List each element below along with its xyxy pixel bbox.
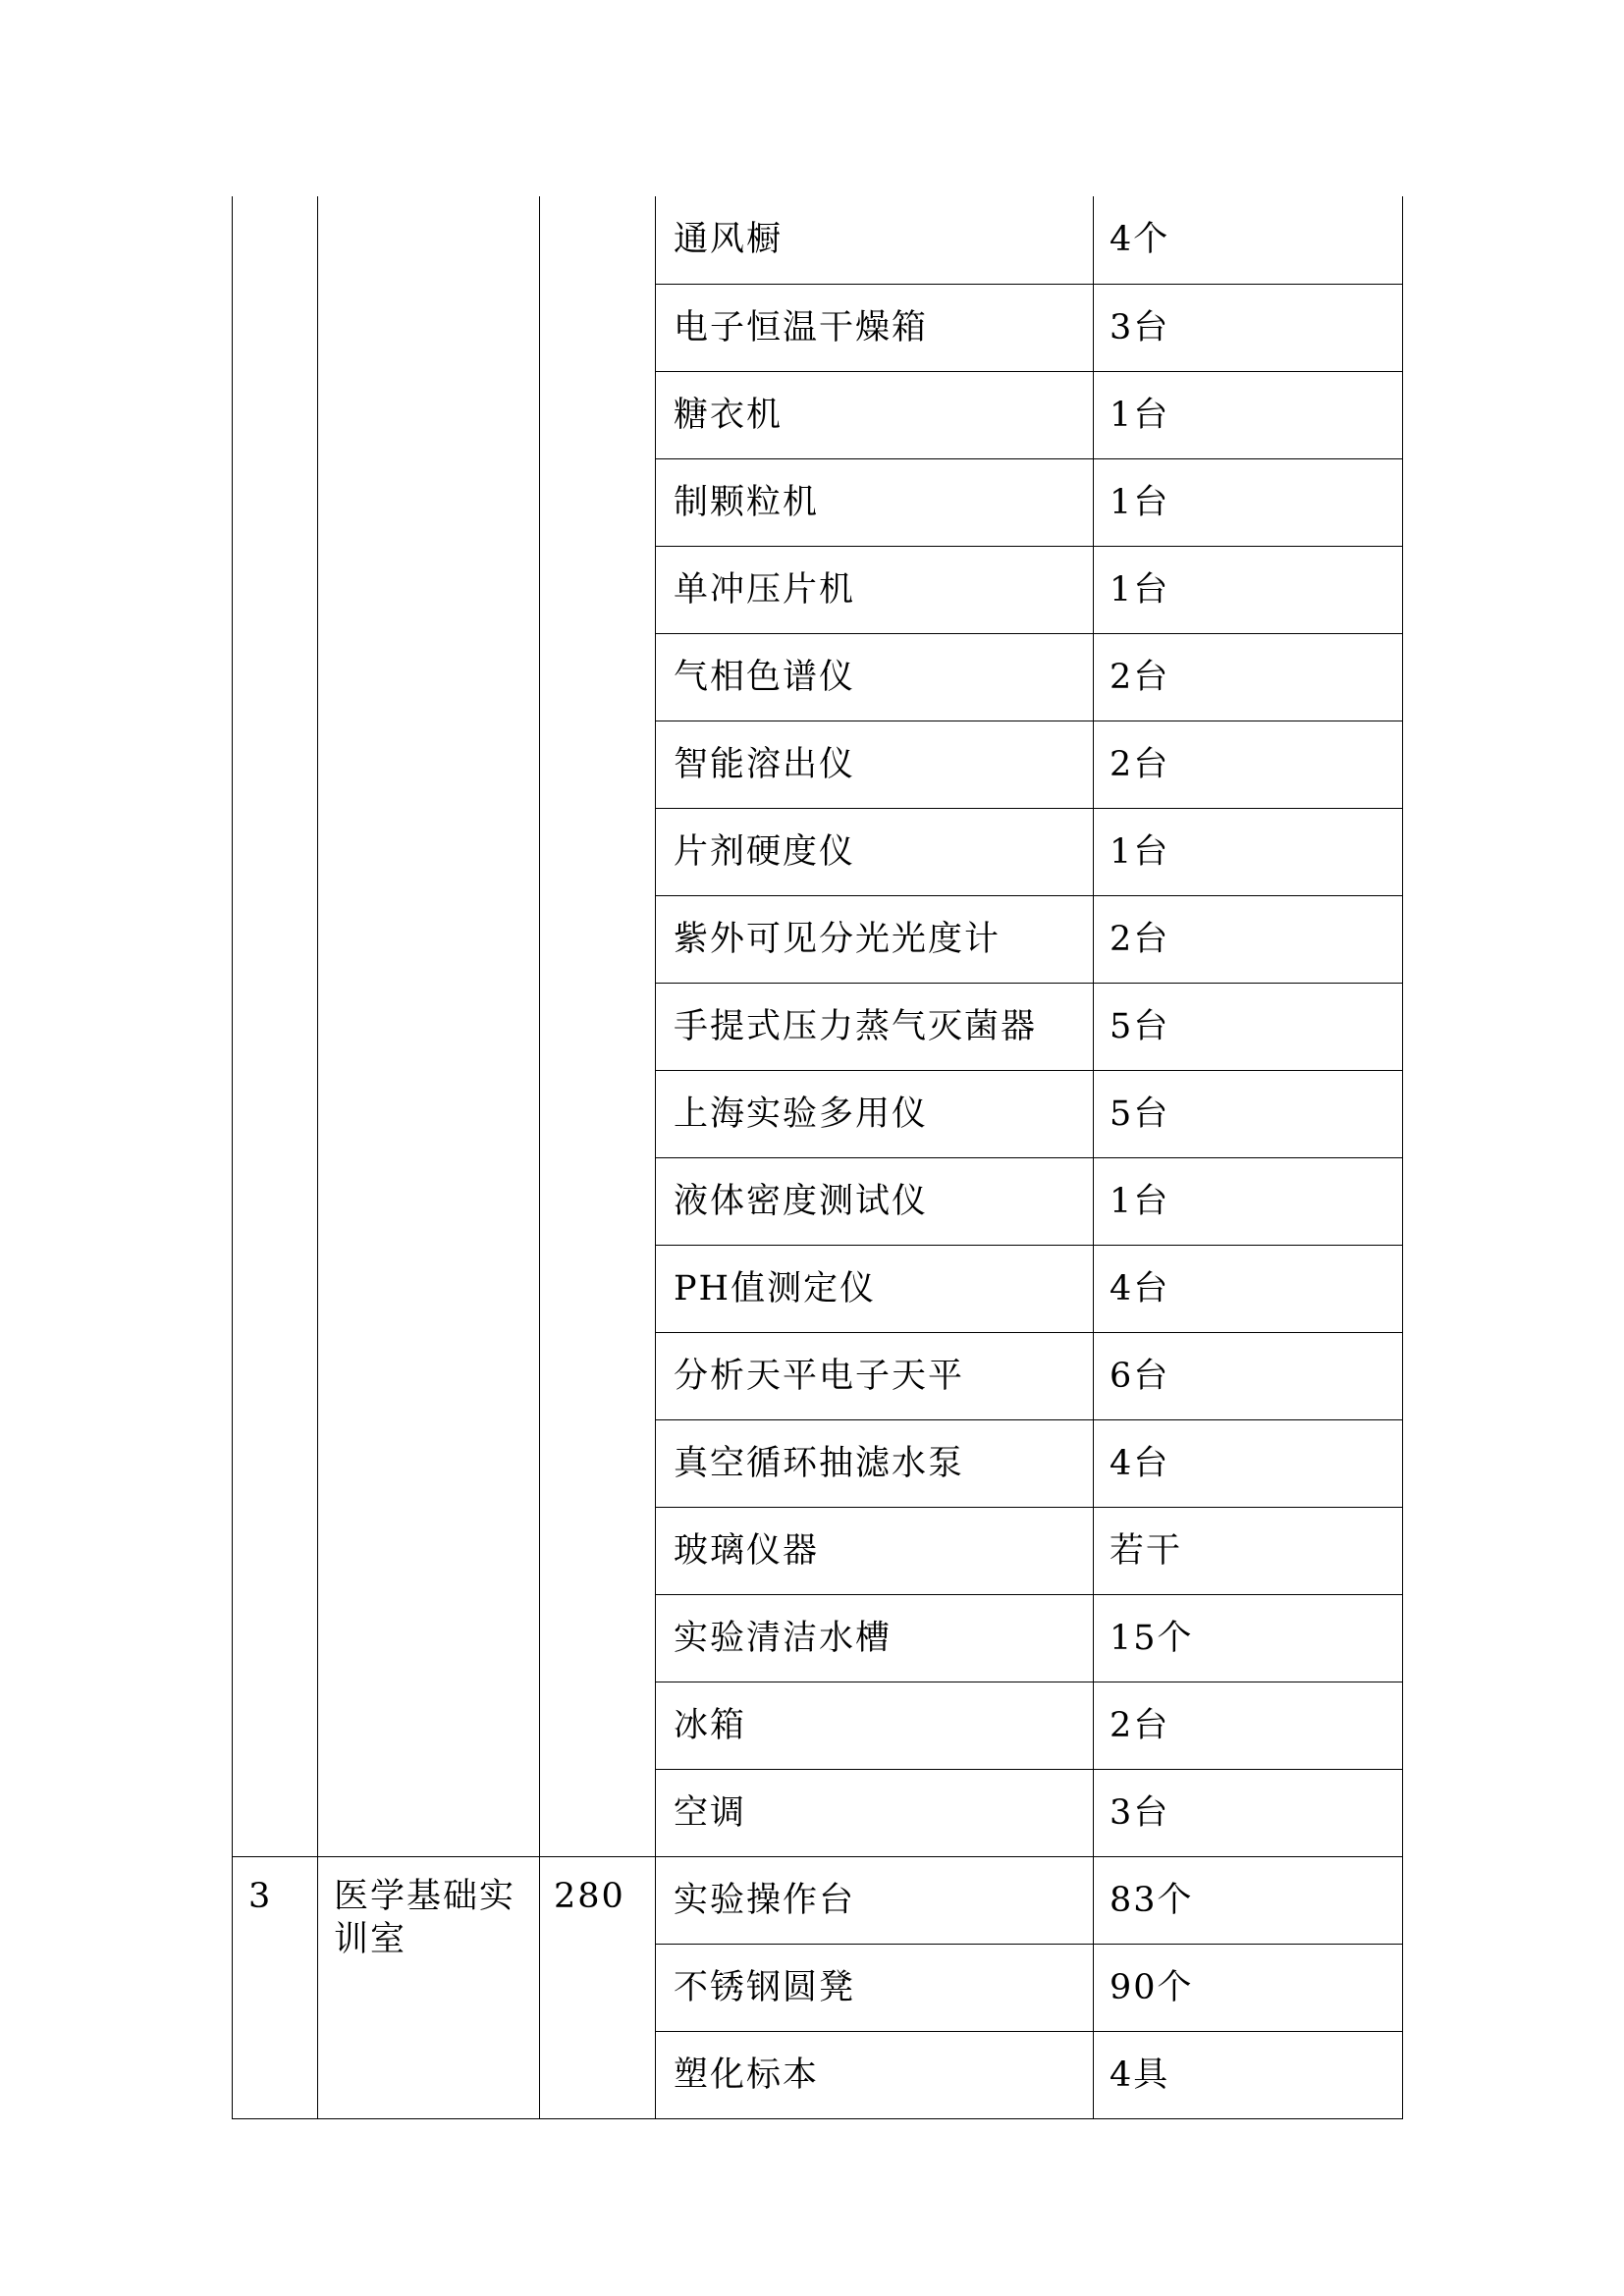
table-row (233, 1856, 1403, 1944)
equipment-quantity-cell: 4具 (1094, 2031, 1403, 2118)
equipment-name-cell: 实验操作台 (656, 1856, 1094, 1944)
equipment-quantity-cell: 2台 (1094, 721, 1403, 808)
equipment-name-cell: 通风橱 (656, 196, 1094, 284)
equipment-name-cell: 真空循环抽滤水泵 (656, 1419, 1094, 1507)
equipment-quantity-cell: 3台 (1094, 284, 1403, 371)
room-area-cell (540, 196, 656, 1856)
equipment-quantity-cell: 2台 (1094, 633, 1403, 721)
equipment-table-body (233, 196, 1403, 2118)
equipment-quantity-cell: 1台 (1094, 546, 1403, 633)
equipment-name-cell: 智能溶出仪 (656, 721, 1094, 808)
room-number-cell: 3 (233, 1856, 318, 2118)
equipment-quantity-cell: 1台 (1094, 808, 1403, 895)
table-row (233, 196, 1403, 284)
equipment-quantity-cell: 83个 (1094, 1856, 1403, 1944)
equipment-name-cell: 手提式压力蒸气灭菌器 (656, 983, 1094, 1070)
equipment-quantity-cell: 若干 (1094, 1507, 1403, 1594)
equipment-quantity-cell: 6台 (1094, 1332, 1403, 1419)
equipment-quantity-cell: 5台 (1094, 983, 1403, 1070)
room-name-cell (318, 196, 540, 1856)
room-number-cell (233, 196, 318, 1856)
equipment-name-cell: 液体密度测试仪 (656, 1157, 1094, 1245)
room-area-cell: 280 (540, 1856, 656, 2118)
equipment-name-cell: 玻璃仪器 (656, 1507, 1094, 1594)
equipment-quantity-cell: 2台 (1094, 895, 1403, 983)
equipment-quantity-cell: 4个 (1094, 196, 1403, 284)
equipment-name-cell: 片剂硬度仪 (656, 808, 1094, 895)
equipment-quantity-cell: 5台 (1094, 1070, 1403, 1157)
equipment-name-cell: 塑化标本 (656, 2031, 1094, 2118)
equipment-name-cell: 电子恒温干燥箱 (656, 284, 1094, 371)
equipment-name-cell: 分析天平电子天平 (656, 1332, 1094, 1419)
equipment-quantity-cell: 4台 (1094, 1245, 1403, 1332)
equipment-quantity-cell: 3台 (1094, 1769, 1403, 1856)
equipment-name-cell: 单冲压片机 (656, 546, 1094, 633)
equipment-quantity-cell: 15个 (1094, 1594, 1403, 1682)
equipment-quantity-cell: 90个 (1094, 1944, 1403, 2031)
equipment-name-cell: 紫外可见分光光度计 (656, 895, 1094, 983)
equipment-name-cell: PH值测定仪 (656, 1245, 1094, 1332)
equipment-name-cell: 冰箱 (656, 1682, 1094, 1769)
equipment-name-cell: 空调 (656, 1769, 1094, 1856)
equipment-name-cell: 气相色谱仪 (656, 633, 1094, 721)
equipment-quantity-cell: 1台 (1094, 458, 1403, 546)
equipment-name-cell: 实验清洁水槽 (656, 1594, 1094, 1682)
equipment-name-cell: 糖衣机 (656, 371, 1094, 458)
equipment-name-cell: 上海实验多用仪 (656, 1070, 1094, 1157)
room-name-cell: 医学基础实训室 (318, 1856, 540, 2118)
equipment-table (232, 196, 1403, 2119)
equipment-quantity-cell: 1台 (1094, 1157, 1403, 1245)
equipment-quantity-cell: 4台 (1094, 1419, 1403, 1507)
equipment-quantity-cell: 1台 (1094, 371, 1403, 458)
equipment-name-cell: 制颗粒机 (656, 458, 1094, 546)
equipment-quantity-cell: 2台 (1094, 1682, 1403, 1769)
equipment-name-cell: 不锈钢圆凳 (656, 1944, 1094, 2031)
